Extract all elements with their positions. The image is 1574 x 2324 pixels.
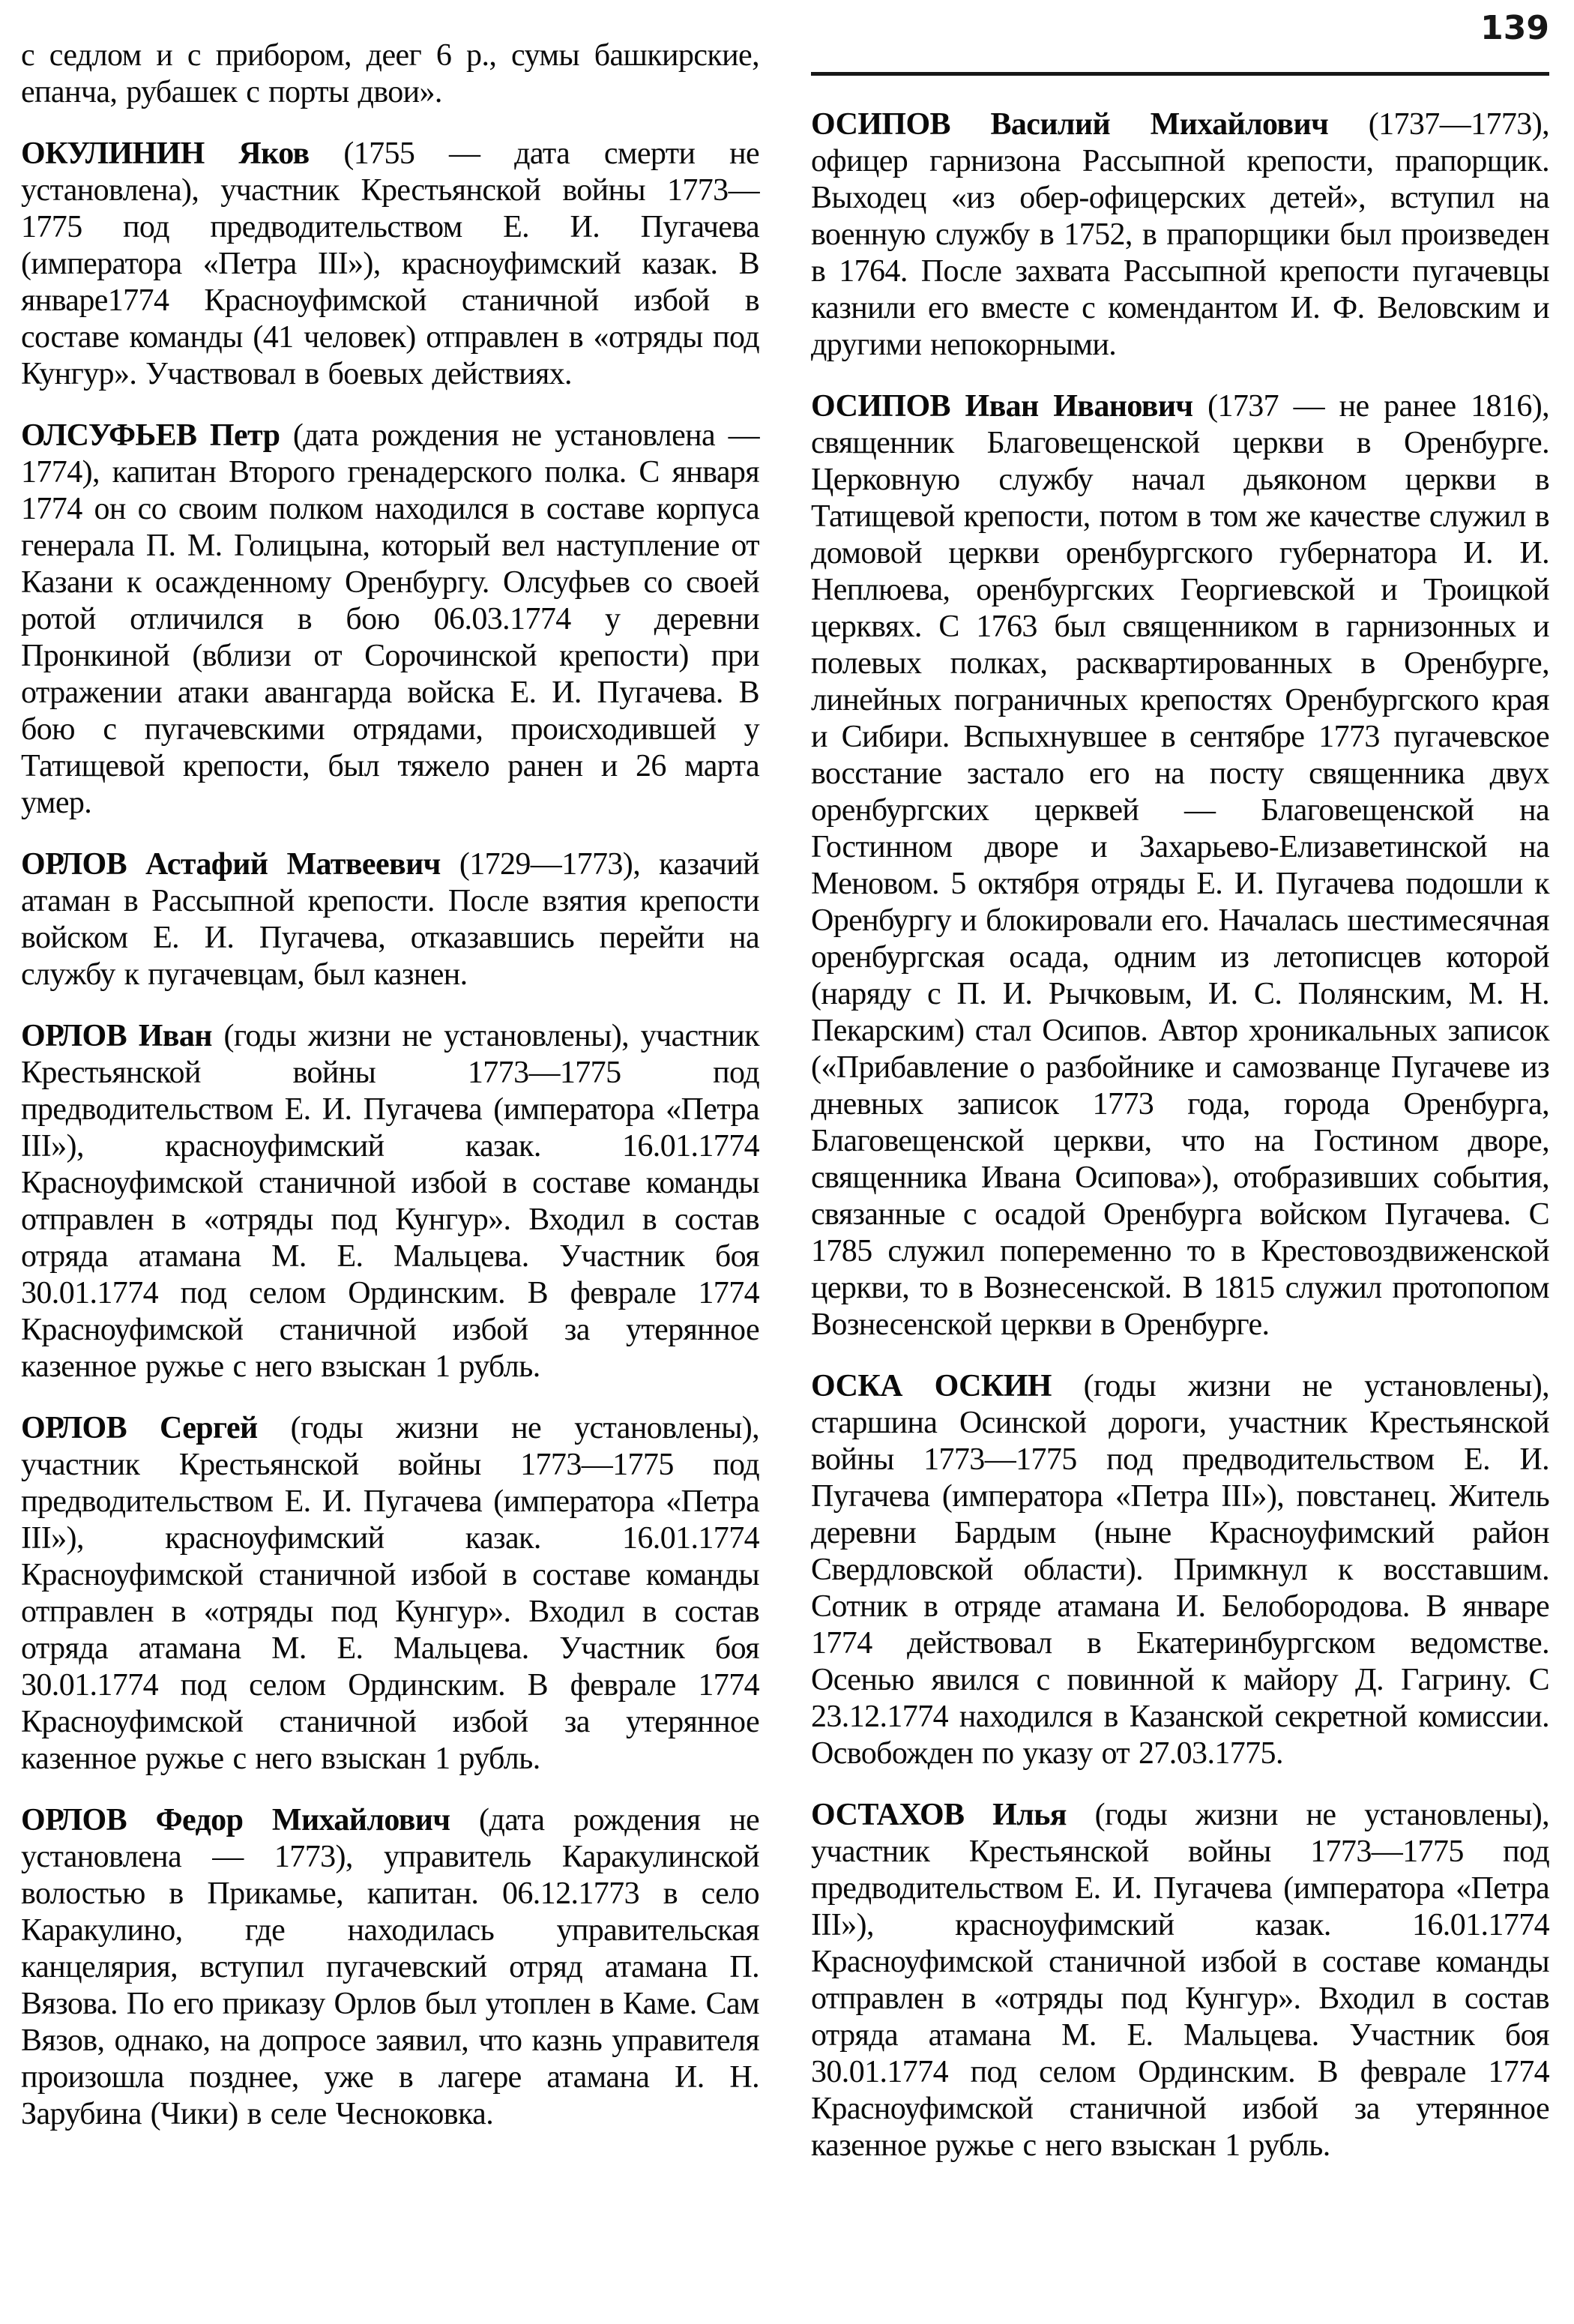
right-column bbox=[811, 106, 1549, 2189]
left-column bbox=[21, 37, 759, 2158]
dictionary-entry-orlov-ivan bbox=[21, 1018, 759, 1385]
dictionary-entry-osipov-vasiliy bbox=[811, 106, 1549, 364]
dictionary-entry-okulinin bbox=[21, 136, 759, 393]
entry-body: (1737—1773), офицер гарнизона Рассыпной крепости, прапорщик. Выходец «из обер-офицерских детей», вступил на военную службу в 1752, в прапорщики был произведен в 1764. После захвата Рассыпной крепости пугачевцы казнили его вместе с комендантом И. Ф. Веловским и другими непокорными. bbox=[811, 107, 1549, 362]
dictionary-entry-olsufev bbox=[21, 418, 759, 822]
dictionary-entry-oska-oskin bbox=[811, 1368, 1549, 1772]
dictionary-entry-orlov-sergey bbox=[21, 1410, 759, 1777]
entry-body: с седлом и с прибором, деег 6 р., сумы башкирские, епанча, рубашек с порты двои». bbox=[21, 38, 759, 109]
entry-body: (1737 — не ранее 1816), священник Благовещенской церкви в Оренбурге. Церковную службу начал дьяконом церкви в Татищевой крепости, потом в том же качестве служил в домовой церкви оренбургского губернатора И. И. Неплюева, оренбургских Георгиевской и Троицкой церквях. С 1763 был священником в гарнизонных и полевых полках, расквартированных в Оренбурге, линейных пограничных крепостях Оренбургского края и Сибири. Вспыхнувшее в сентябре 1773 пугачевское восстание застало его на посту священника двух оренбургских церквей — Благовещенской на Гостинном дворе и Захарьево-Елизаветинской на Меновом. 5 октября отряды Е. И. Пугачева подошли к Оренбургу и блокировали его. Началась шестимесячная оренбургская осада, одним из летописцев которой (наряду с П. И. Рычковым, И. С. Полянским, М. Н. Пекарским) стал Осипов. Автор хроникальных записок («Прибавление о разбойнике и самозванце Пугачеве из дневных записок 1773 года, города Оренбурга, Благовещенской церкви, что на Гостином дворе, священника Ивана Осипова»), отобразивших события, связанные с осадой Оренбурга войском Пугачева. С 1785 служил попеременно то в Крестовоздвиженской церкви, то в Вознесенской. В 1815 служил протопопом Вознесенской церкви в Оренбурге. bbox=[811, 389, 1550, 1342]
entry-body: (1755 — дата смерти не установлена), участник Крестьянской войны 1773—1775 под предводительством Е. И. Пугачева (императора «Петра III»), красноуфимский казак. В январе1774 Красноуфимской станичной избой в составе команды (41 человек) отправлен в «отряды под Кунгур». Участвовал в боевых действиях. bbox=[21, 136, 759, 391]
entry-body: (дата рождения не установлена — 1774), капитан Второго гренадерского полка. С января 1774 он со своим полком находился в составе корпуса генерала П. М. Голицына, который вел наступление от Казани к осажденному Оренбургу. Олсуфьев со своей ротой отличился в бою 06.03.1774 у деревни Пронкиной (вблизи от Сорочинской крепости) при отражении атаки авангарда войска Е. И. Пугачева. В бою с пугачевскими отрядами, происходившей у Татищевой крепости, был тяжело ранен и 26 марта умер. bbox=[21, 418, 759, 820]
entry-headword: ОРЛОВ Сергей bbox=[21, 1411, 258, 1445]
entry-body: (годы жизни не установлены), участник Крестьянской войны 1773—1775 под предводительством Е. И. Пугачева (императора «Петра III»), красноуфимский казак. 16.01.1774 Красноуфимской станичной избой в составе команды отправлен в «отряды под Кунгур». Входил в состав отряда атамана М. Е. Мальцева. Участник боя 30.01.1774 под селом Ординским. В феврале 1774 Красноуфимской станичной избой за утерянное казенное ружье с него взыскан 1 рубль. bbox=[21, 1019, 759, 1384]
entry-headword: ОЛСУФЬЕВ Петр bbox=[21, 418, 280, 453]
entry-body: (годы жизни не установлены), участник Крестьянской войны 1773—1775 под предводительством Е. И. Пугачева (императора «Петра III»), красноуфимский казак. 16.01.1774 Красноуфимской станичной избой в составе команды отправлен в «отряды под Кунгур». Входил в состав отряда атамана М. Е. Мальцева. Участник боя 30.01.1774 под селом Ординским. В феврале 1774 Красноуфимской станичной избой за утерянное казенное ружье с него взыскан 1 рубль. bbox=[811, 1798, 1549, 2163]
entry-body: (1729—1773), казачий атаман в Рассыпной крепости. После взятия крепости войском Е. И. Пугачева, отказавшись перейти на службу к пугачевцам, был казнен. bbox=[21, 847, 759, 992]
dictionary-entry-osipov-ivan bbox=[811, 388, 1549, 1343]
entry-headword: ОКУЛИНИН Яков bbox=[21, 136, 310, 171]
entry-headword: ОСКА ОСКИН bbox=[811, 1369, 1052, 1403]
entry-headword: ОСИПОВ Иван Иванович bbox=[811, 389, 1193, 424]
entry-headword: ОРЛОВ Астафий Матвеевич bbox=[21, 847, 441, 882]
dictionary-entry-orlov-astafiy bbox=[21, 846, 759, 993]
entry-headword: ОСТАХОВ Илья bbox=[811, 1798, 1067, 1832]
entry-body: (годы жизни не установлены), участник Крестьянской войны 1773—1775 под предводительством Е. И. Пугачева (императора «Петра III»), красноуфимский казак. 16.01.1774 Красноуфимской станичной избой в составе команды отправлен в «отряды под Кунгур». Входил в состав отряда атамана М. Е. Мальцева. Участник боя 30.01.1774 под селом Ординским. В феврале 1774 Красноуфимской станичной избой за утерянное казенное ружье с него взыскан 1 рубль. bbox=[21, 1411, 759, 1776]
header-rule-divider bbox=[811, 72, 1549, 76]
entry-headword: ОРЛОВ Иван bbox=[21, 1019, 212, 1053]
entry-continuation bbox=[21, 37, 759, 111]
entry-body: (годы жизни не установлены), старшина Осинской дороги, участник Крестьянской войны 1773—1775 под предводительством Е. И. Пугачева (императора «Петра III»), повстанец. Житель деревни Бардым (ныне Красноуфимский район Свердловской области). Примкнул к восставшим. Сотник в отряде атамана И. Белобородова. В январе 1774 действовал в Екатеринбургском ведомстве. Осенью явился с повинной к майору Д. Гагрину. С 23.12.1774 находился в Казанской секретной комиссии. Освобожден по указу от 27.03.1775. bbox=[811, 1369, 1549, 1771]
dictionary-entry-orlov-fedor bbox=[21, 1802, 759, 2133]
dictionary-entry-ostakhov bbox=[811, 1797, 1549, 2164]
page-number: 139 bbox=[1480, 9, 1549, 47]
entry-headword: ОРЛОВ Федор Михайлович bbox=[21, 1803, 450, 1837]
entry-body: (дата рождения не установлена — 1773), управитель Каракулинской волостью в Прикамье, капитан. 06.12.1773 в село Каракулино, где находилась управительская канцелярия, вступил пугачевский отряд атамана П. Вязова. По его приказу Орлов был утоплен в Каме. Сам Вязов, однако, на допросе заявил, что казнь управителя произошла позднее, уже в лагере атамана И. Н. Зарубина (Чики) в селе Чесноковка. bbox=[21, 1803, 759, 2131]
entry-headword: ОСИПОВ Василий Михайлович bbox=[811, 107, 1329, 142]
